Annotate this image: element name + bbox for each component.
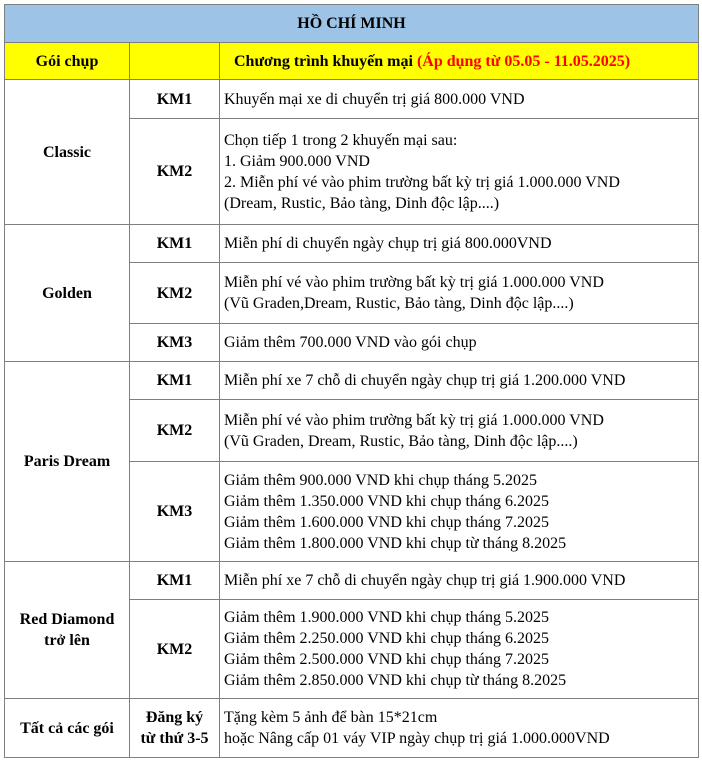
header-program bbox=[220, 43, 699, 80]
promo-code: Đăng ký từ thứ 3-5 bbox=[130, 699, 220, 758]
header-package: Gói chụp bbox=[5, 43, 130, 80]
package-red-diamond bbox=[5, 562, 130, 699]
header-program-label: Chương trình khuyến mại bbox=[234, 52, 413, 70]
promo-code: KM2 bbox=[130, 119, 220, 225]
promo-desc: Giảm thêm 700.000 VND vào gói chụp bbox=[220, 324, 699, 362]
promo-code: KM3 bbox=[130, 462, 220, 562]
package-golden: Golden bbox=[5, 225, 130, 362]
table-title: HỒ CHÍ MINH bbox=[5, 5, 699, 43]
promo-desc: Khuyến mại xe di chuyển trị giá 800.000 VND bbox=[220, 80, 699, 119]
package-name-line: trở lên bbox=[44, 632, 90, 649]
package-paris-dream: Paris Dream bbox=[5, 362, 130, 562]
package-classic: Classic bbox=[5, 80, 130, 225]
promo-code: KM1 bbox=[130, 562, 220, 600]
promo-desc: Giảm thêm 1.900.000 VND khi chụp tháng 5.2025 Giảm thêm 2.250.000 VND khi chụp tháng 6.2025 Giảm thêm 2.500.000 VND khi chụp tháng 7.2025 Giảm thêm 2.850.000 VND khi chụp từ tháng 8.2025 bbox=[220, 600, 699, 699]
promo-desc: Giảm thêm 900.000 VND khi chụp tháng 5.2025 Giảm thêm 1.350.000 VND khi chụp tháng 6.2025 Giảm thêm 1.600.000 VND khi chụp tháng 7.2025 Giảm thêm 1.800.000 VND khi chụp từ tháng 8.2025 bbox=[220, 462, 699, 562]
promo-desc: Miễn phí vé vào phim trường bất kỳ trị giá 1.000.000 VND (Vũ Graden, Dream, Rustic, Bảo tàng, Dinh độc lập....) bbox=[220, 400, 699, 462]
header-empty bbox=[130, 43, 220, 80]
promo-desc: Miễn phí xe 7 chỗ di chuyển ngày chụp trị giá 1.900.000 VND bbox=[220, 562, 699, 600]
promo-code: KM1 bbox=[130, 225, 220, 263]
promo-desc: Miễn phí xe 7 chỗ di chuyển ngày chụp trị giá 1.200.000 VND bbox=[220, 362, 699, 400]
promo-desc: Tặng kèm 5 ảnh để bàn 15*21cm hoặc Nâng cấp 01 váy VIP ngày chụp trị giá 1.000.000VND bbox=[220, 699, 699, 758]
promo-desc: Chọn tiếp 1 trong 2 khuyến mại sau: 1. Giảm 900.000 VND 2. Miễn phí vé vào phim trường bất kỳ trị giá 1.000.000 VND (Dream, Rustic, Bảo tàng, Dinh độc lập....) bbox=[220, 119, 699, 225]
header-program-note: (Áp dụng từ 05.05 - 11.05.2025) bbox=[416, 52, 631, 70]
promo-code: KM1 bbox=[130, 362, 220, 400]
promo-code: KM2 bbox=[130, 600, 220, 699]
promo-desc: Miễn phí di chuyển ngày chụp trị giá 800.000VND bbox=[220, 225, 699, 263]
promo-code: KM2 bbox=[130, 263, 220, 324]
package-all: Tất cả các gói bbox=[5, 699, 130, 758]
promo-code: KM2 bbox=[130, 400, 220, 462]
promo-desc: Miễn phí vé vào phim trường bất kỳ trị giá 1.000.000 VND (Vũ Graden,Dream, Rustic, Bảo tàng, Dinh độc lập....) bbox=[220, 263, 699, 324]
promo-code: KM1 bbox=[130, 80, 220, 119]
promo-code: KM3 bbox=[130, 324, 220, 362]
promotion-table bbox=[4, 4, 699, 758]
package-name-line: Red Diamond bbox=[19, 611, 115, 628]
